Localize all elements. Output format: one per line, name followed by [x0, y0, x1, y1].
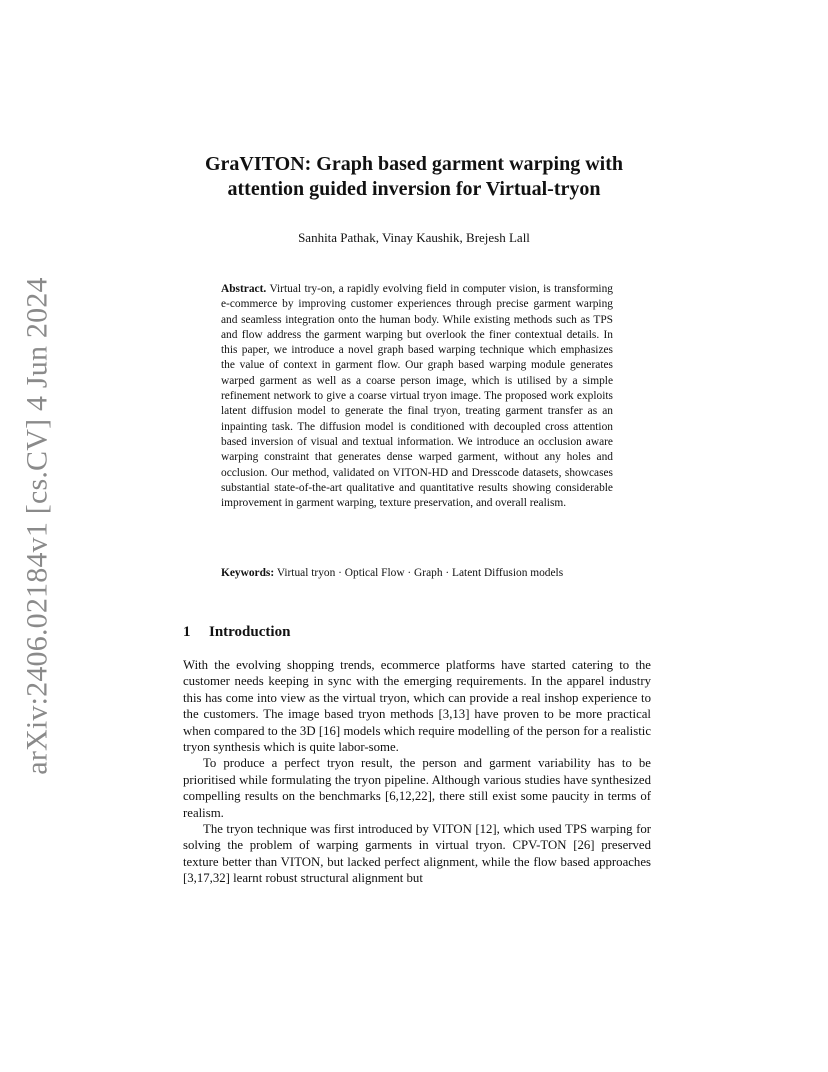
abstract-label: Abstract. — [221, 283, 267, 295]
section-number: 1 — [183, 624, 191, 640]
keywords-text: Virtual tryon · Optical Flow · Graph · Latent Diffusion models — [276, 567, 564, 579]
keywords-block — [221, 566, 613, 581]
paragraph-3: The tryon technique was first introduced by VITON [12], which used TPS warping for solving the problem of warping garments in virtual tryon. CPV-TON [26] preserved texture better than VITON, but lacked perfect alignment, while the flow based approaches [3,17,32] learnt robust structural alignment but — [183, 822, 651, 886]
abstract-text: Virtual try-on, a rapidly evolving field in computer vision, is transforming e-commerce by improving customer experiences through precise garment warping and seamless integration onto the human body. While existing methods such as TPS and flow address the garment warping but overlook the finer contextual details. In this paper, we introduce a novel graph based warping technique which emphasizes the value of context in garment flow. Our graph based warping module generates warped garment as well as a coarse person image, which is utilised by a simple refinement network to give a coarse virtual tryon image. The proposed work exploits latent diffusion model to generate the final tryon, treating garment transfer as an inpainting task. The diffusion model is conditioned with decoupled cross attention based inversion of visual and textual information. We introduce an occlusion aware warping constraint that generates dense warped garment, without any holes and occlusion. Our method, validated on VITON-HD and Dresscode datasets, showcases substantial state-of-the-art qualitative and quantitative results showing considerable improvement in garment warping, texture preservation, and overall realism. — [221, 283, 613, 510]
author-list: Sanhita Pathak, Vinay Kaushik, Brejesh Lall — [298, 230, 530, 245]
title-line-2: attention guided inversion for Virtual-tryon — [227, 178, 601, 200]
paragraph-2: To produce a perfect tryon result, the person and garment variability has to be prioritised while formulating the tryon pipeline. Although various studies have synthesized compelling results on the benchmarks [6,12,22], there still exist some paucity in terms of realism. — [183, 756, 651, 820]
introduction-body — [183, 657, 651, 887]
title-line-1: GraVITON: Graph based garment warping with — [205, 153, 623, 175]
abstract-block — [221, 282, 613, 511]
arxiv-identifier-stamp — [8, 277, 68, 775]
section-heading-introduction — [183, 624, 290, 641]
arxiv-identifier-text: arXiv:2406.02184v1 [cs.CV] 4 Jun 2024 — [21, 277, 54, 775]
keywords-label: Keywords: — [221, 567, 275, 579]
paper-title — [150, 152, 678, 202]
section-title: Introduction — [209, 624, 291, 640]
paragraph-1: With the evolving shopping trends, ecommerce platforms have started catering to the customer needs keeping in sync with the emerging requirements. In the apparel industry this has come into view as the virtual tryon, which can provide a real inshop experience to the customers. The image based tryon methods [3,13] have proven to be more practical when compared to the 3D [16] models which require modelling of the person for a realistic tryon synthesis which is quite labor-some. — [183, 658, 651, 755]
